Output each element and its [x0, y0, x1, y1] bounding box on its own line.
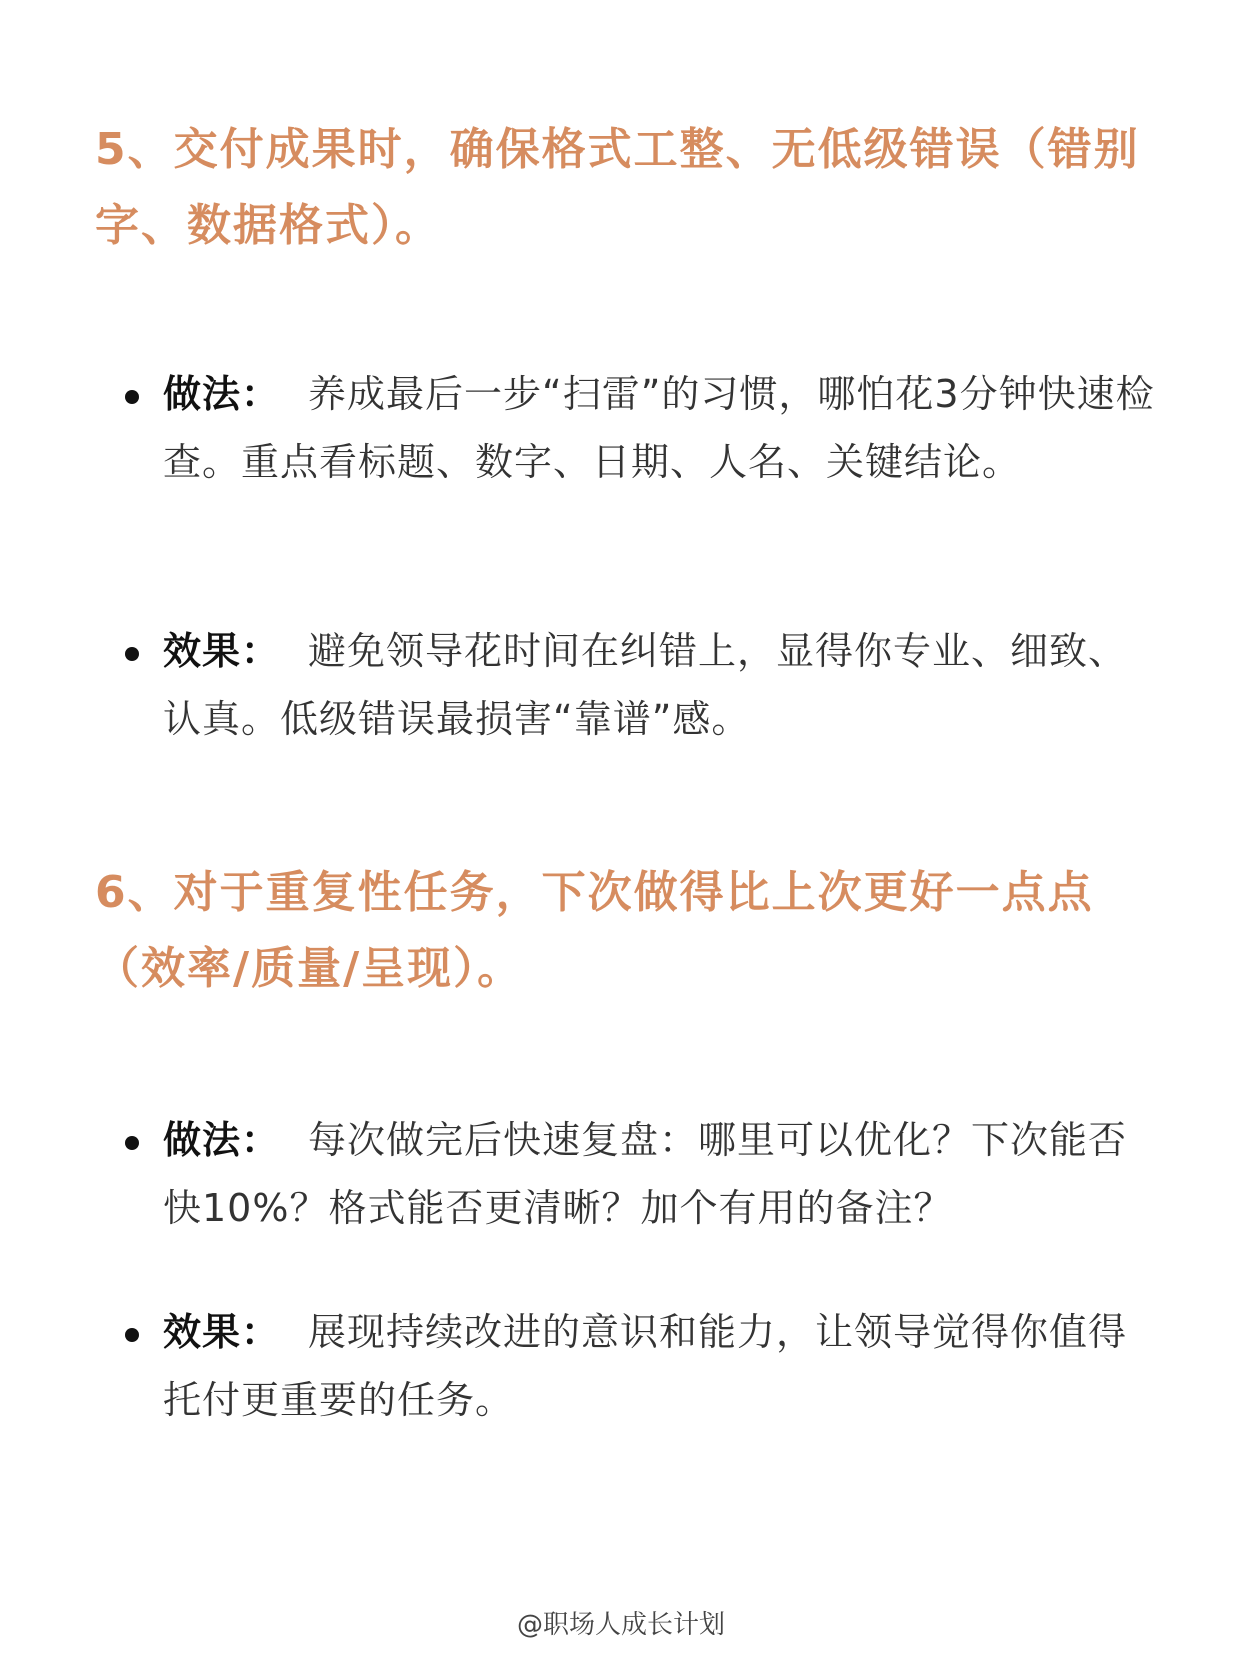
bullet-icon	[125, 647, 139, 661]
effect-label: 效果：	[163, 629, 281, 673]
effect-label: 效果：	[163, 1310, 281, 1354]
effect-text: 展现持续改进的意识和能力，让领导觉得你值得托付更重要的任务。	[163, 1310, 1128, 1422]
effect-text: 避免领导花时间在纠错上，显得你专业、细致、认真。低级错误最损害“靠谱”感。	[163, 629, 1128, 741]
bullet-text	[163, 360, 1155, 496]
method-text: 每次做完后快速复盘：哪里可以优化？下次能否快10%？格式能否更清晰？加个有用的备注？	[163, 1118, 1128, 1230]
section-5-heading: 5、交付成果时，确保格式工整、无低级错误（错别字、数据格式）。	[95, 124, 1140, 251]
section-5-method-item	[125, 360, 1155, 496]
method-label: 做法：	[163, 1118, 281, 1162]
section-5-effect-item	[125, 617, 1155, 753]
section-6-heading: 6、对于重复性任务，下次做得比上次更好一点点（效率/质量/呈现）。	[95, 867, 1094, 994]
bullet-text	[163, 1298, 1155, 1434]
method-label: 做法：	[163, 372, 281, 416]
bullet-text	[163, 1106, 1155, 1242]
bullet-icon	[125, 1136, 139, 1150]
bullet-icon	[125, 1328, 139, 1342]
section-6-effect-item	[125, 1298, 1155, 1434]
bullet-text	[163, 617, 1155, 753]
section-6-method-item	[125, 1106, 1155, 1242]
bullet-icon	[125, 390, 139, 404]
method-text: 养成最后一步“扫雷”的习惯，哪怕花3分钟快速检查。重点看标题、数字、日期、人名、关键结论。	[163, 372, 1155, 484]
author-credit: @职场人成长计划	[516, 1610, 725, 1640]
